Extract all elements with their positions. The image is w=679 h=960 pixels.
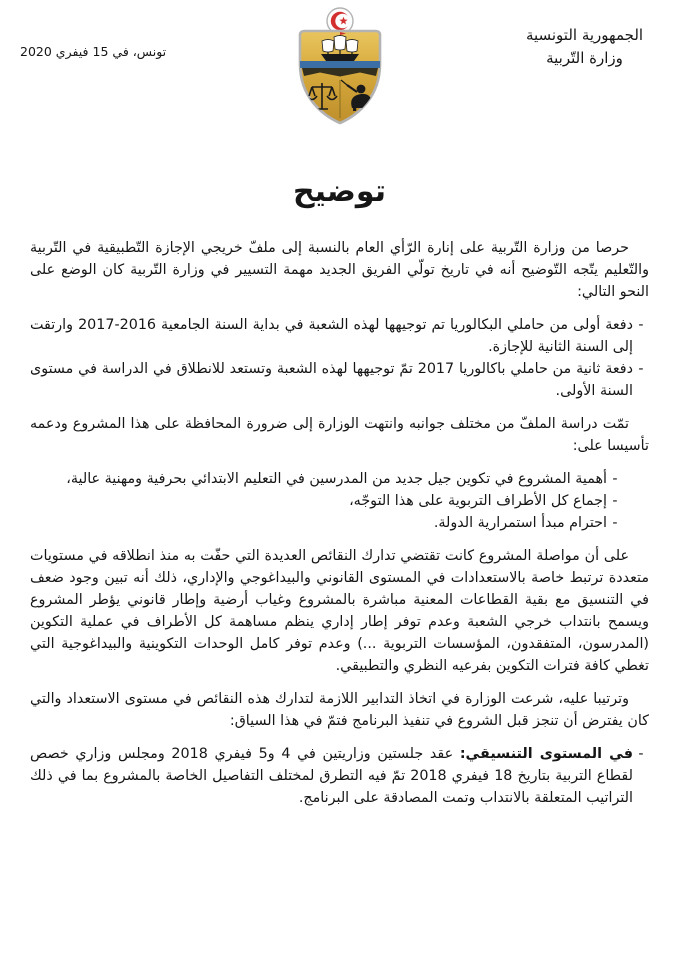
dash-bullet: - [612, 515, 618, 531]
list-item [30, 468, 623, 490]
list-coordination [30, 743, 649, 809]
list-item-text: أهمية المشروع في تكوين جيل جديد من المدرسين في التعليم الابتدائي بحرفية ومهنية عالية، [66, 471, 607, 487]
list-item-lead: في المستوى التنسيقي: [459, 746, 633, 762]
dash-bullet: - [638, 317, 644, 333]
tunisia-coat-of-arms-icon [289, 6, 391, 130]
dash-bullet: - [612, 493, 618, 509]
document-body [30, 174, 649, 820]
list-item-text: دفعة أولى من حاملي البكالوريا تم توجيهها لهذه الشعبة في بداية السنة الجامعية 2016-2017 وارتقت إلى السنة الثانية للإجازة. [30, 317, 633, 355]
coat-of-arms-svg [289, 6, 391, 130]
list-item-text: دفعة ثانية من حاملي باكالوريا 2017 تمّ توجيهها لهذه الشعبة وتستعد للانطلاق في الدراسة في مستوى السنة الأولى. [30, 361, 633, 399]
list-item [30, 358, 649, 402]
paragraph-shortcomings: على أن مواصلة المشروع كانت تقتضي تدارك النقائص العديدة التي حفّت به منذ انطلاقه في مستويات متعددة ترتبط خاصة بالاستعدادات في المستوى القانوني والبيداغوجي والإداري، ذلك أنه تبين وجود ضعف في التنسيق مع بقية القطاعات المعنية مباشرة بالمشروع وغياب أرضية وإطار قانوني يؤطر المشروع ويسمح بانتداب خرجي الشعبة وعدم توفر إطار إداري ينظم مساهمة كل الأطراف في عملية التكوين (المدرسون، المتفقدون، المؤسسات التربوية ...) وعدم توفر كامل الوحدات التكوينية والبيداغوجية التي تغطي كافة فترات التكوين بفرعيه النظري والتطبيقي. [30, 548, 649, 674]
dash-bullet: - [638, 746, 644, 762]
letterhead-country: الجمهورية التونسية [525, 26, 644, 44]
paragraph-study: تمّت دراسة الملفّ من مختلف جوانبه وانتهت الوزارة إلى ضرورة المحافظة على هذا المشروع ودعمه تأسيسا على: [30, 416, 649, 454]
list-item [30, 490, 623, 512]
place-date: تونس، في 15 فيفري 2020 [20, 44, 167, 59]
document-title: توضيح [293, 174, 386, 209]
letterhead-ministry: وزارة التّربية [546, 48, 623, 67]
letterhead-org [502, 24, 667, 69]
list-justifications [30, 468, 623, 534]
list-item [30, 512, 623, 534]
paragraph-measures: وترتيبا عليه، شرعت الوزارة في اتخاذ التدابير اللازمة لتدارك هذه النقائص في مستوى الاستعداد والتي كان يفترض أن تنجز قبل الشروع في تنفيذ البرنامج فتمّ في هذا السياق: [30, 691, 649, 729]
dash-bullet: - [612, 471, 618, 487]
list-batches [30, 314, 649, 402]
paragraph-intro: حرصا من وزارة التّربية على إنارة الرّأي العام بالنسبة إلى ملفّ خريجي الإجازة التّطبيقية في التّربية والتّعليم يتّجه التّوضيح أنه في تاريخ تولّي الفريق الجديد مهمة التسيير في وزارة التّربية كان الوضع على النحو التالي: [30, 240, 649, 300]
list-item [30, 314, 649, 358]
list-item [30, 743, 649, 809]
list-item-text: إجماع كل الأطراف التربوية على هذا التوجّه، [349, 493, 607, 509]
list-item-text: احترام مبدأ استمرارية الدولة. [433, 515, 607, 531]
dash-bullet: - [638, 361, 644, 377]
list-item-rest: عقد جلستين وزاريتين في 4 و5 فيفري 2018 ومجلس وزاري خصص لقطاع التربية بتاريخ 18 فيفري 2018 تمّ فيه التطرق لمختلف التفاصيل الخاصة بالمشروع بما في ذلك التراتيب المتعلقة بالانتداب وتمت المصادقة على البرنامج. [30, 746, 633, 806]
list-item-text [30, 743, 633, 809]
